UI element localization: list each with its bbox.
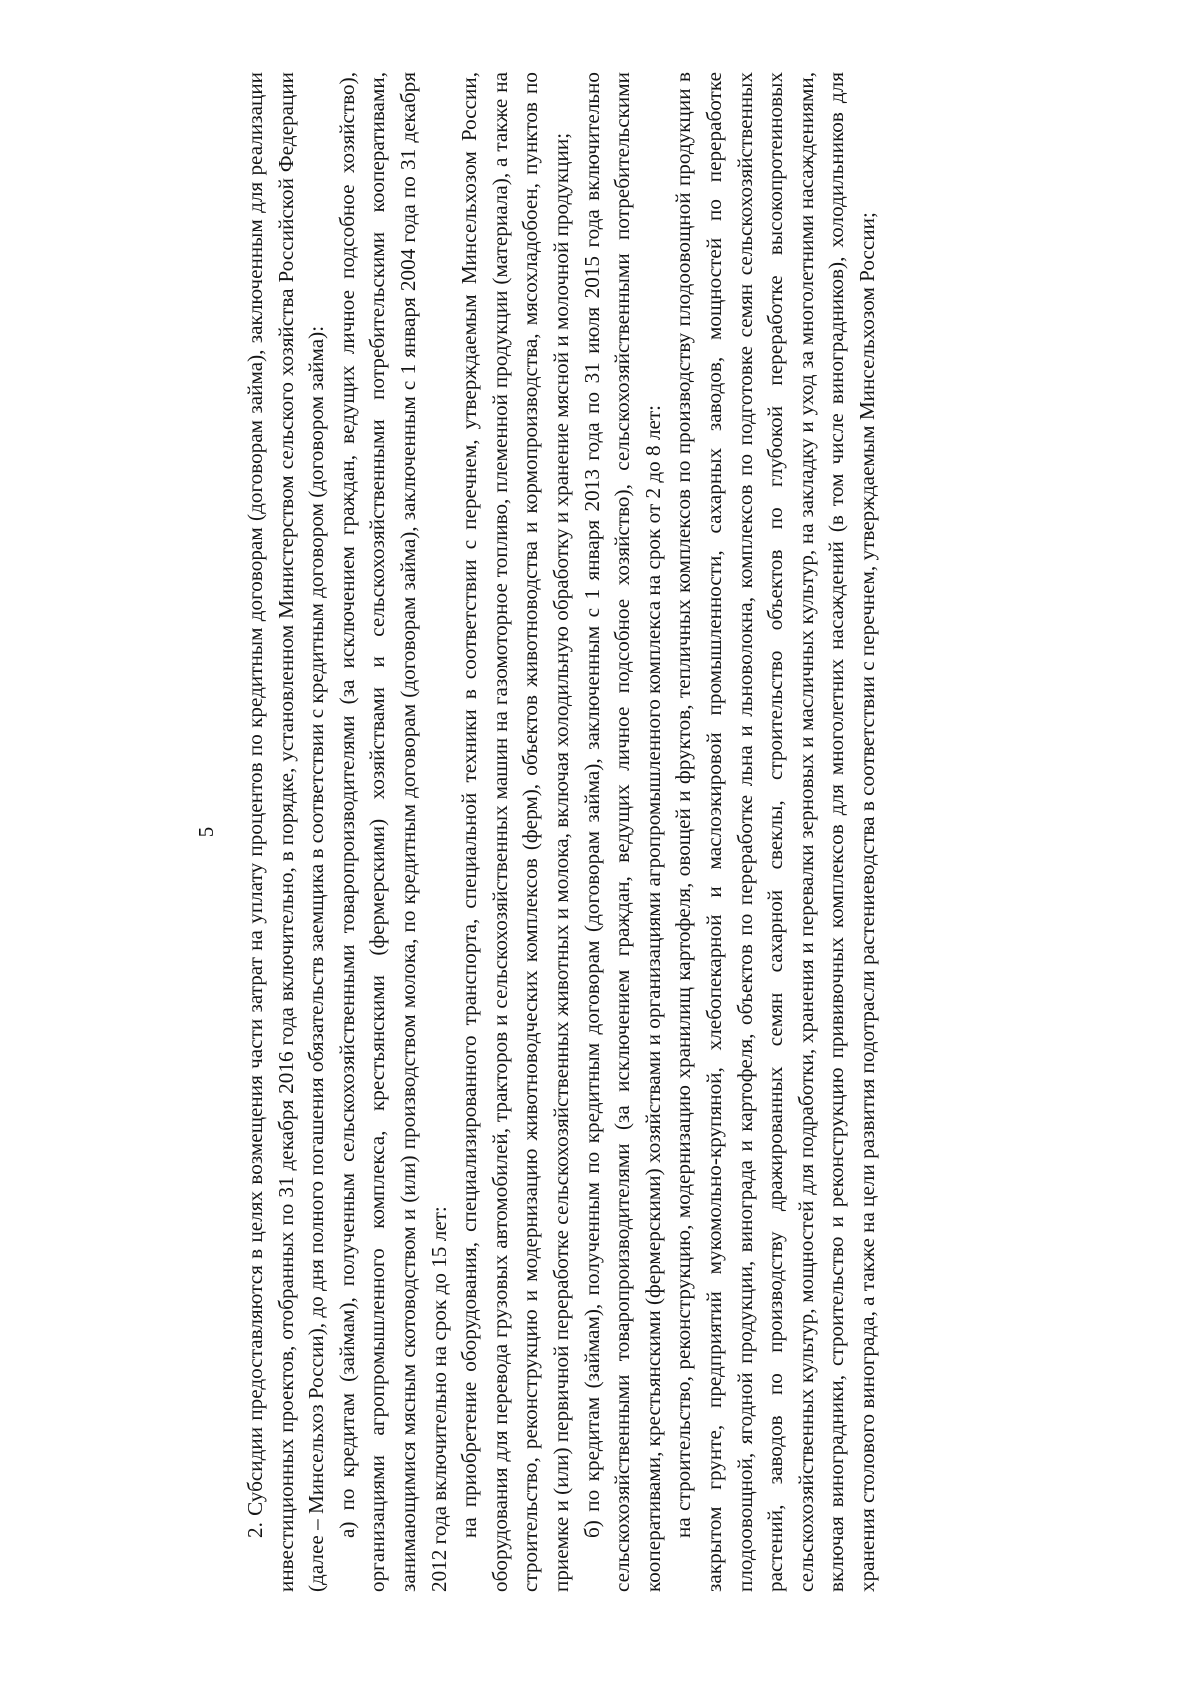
paragraph-item-a-purposes: на приобретение оборудования, специализированного транспорта, специальной техники в соответствии с перечнем, утверждаемым Минсельхозом России, оборудования для перевода грузовых автомобилей, тракторов и сельскохозяйственных машин на газомоторное топливо, племенной продукции (материала), а также на строительство, реконструкцию и модернизацию животноводческих комплексов (ферм), объектов животноводства и кормопроизводства, мясохладобоен, пунктов по приемке и (или) первичной переработке сельскохозяйственных животных и молока, включая холодильную обработку и хранение мясной и молочной продукции; [457, 72, 573, 1592]
paragraph-item-b: б) по кредитам (займам), полученным по кредитным договорам (договорам займа), заключенным с 1 января 2013 года по 31 июля 2015 года включительно сельскохозяйственными товаропроизводителями (за исключением граждан, ведущих личное подсобное хозяйство), сельскохозяйственными потребительскими кооперативами, крестьянскими (фермерскими) хозяйствами и организациями агропромышленного комплекса на срок от 2 до 8 лет: [579, 72, 665, 1592]
document-body [240, 72, 882, 1592]
paragraph-item-a: а) по кредитам (займам), полученным сельскохозяйственными товаропроизводителями (за исключением граждан, ведущих личное подсобное хозяйство), организациями агропромышленного комплекса, крестьянскими (фермерскими) хозяйствами и сельскохозяйственными потребительскими кооперативами, занимающимися мясным скотоводством и (или) производством молока, по кредитным договорам (договорам займа), заключенным с 1 января 2004 года по 31 декабря 2012 года включительно на срок до 15 лет: [334, 72, 451, 1592]
paragraph-item-b-purposes: на строительство, реконструкцию, модернизацию хранилищ картофеля, овощей и фруктов, тепличных комплексов по производству плодоовощной продукции в закрытом грунте, предприятий мукомольно-крупяной, хлебопекарной и маслоэкировой промышленности, сахарных заводов, мощностей по переработке плодоовощной, ягодной продукции, винограда и картофеля, объектов по переработке льна и льноволокна, комплексов по подготовке семян сельскохозяйственных растений, заводов по производству дражированных семян сахарной свеклы, строительство объектов по глубокой переработке высокопротеиновых сельскохозяйственных культур, мощностей для подработки, хранения и перевалки зерновых и масличных культур, на закладку и уход за многолетними насаждениями, включая виноградники, строительство и реконструкцию прививочных комплексов для многолетних насаждений (в том числе виноградников), холодильников для хранения столового винограда, а также на цели развития подотрасли растениеводства в соответствии с перечнем, утверждаемым Минсельхозом России; [671, 72, 879, 1592]
page-number: 5 [194, 826, 218, 838]
rotated-text-frame [180, 72, 1020, 1592]
paragraph-subsidies-intro: 2. Субсидии предоставляются в целях возмещения части затрат на уплату процентов по кредитным договорам (договорам займа), заключенным для реализации инвестиционных проектов, отобранных по 31 декабря 2016 года включительно, в порядке, установленном Министерством сельского хозяйства Российской Федерации (далее – Минсельхоз России), до дня полного погашения обязательств заемщика в соответствии с кредитным договором (договором займа): [243, 72, 329, 1592]
